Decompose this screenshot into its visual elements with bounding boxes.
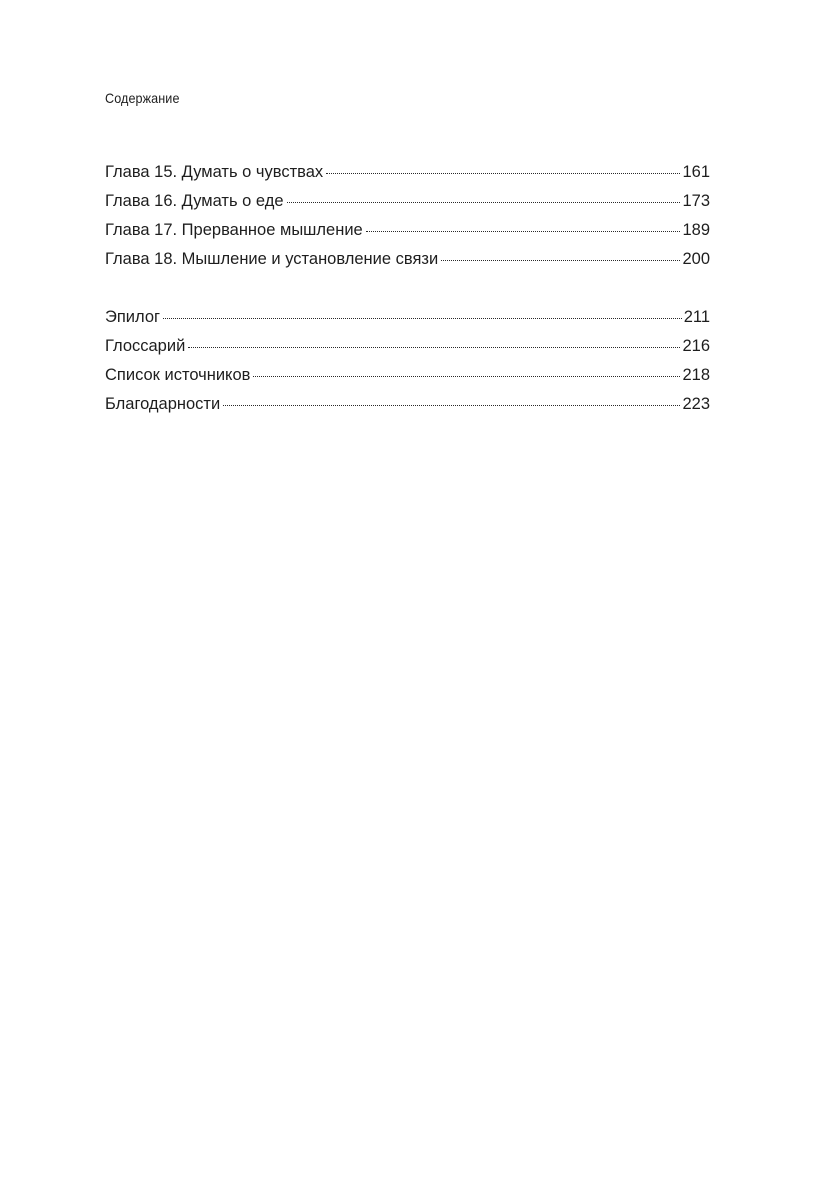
toc-page-number: 173 — [682, 192, 710, 210]
toc-entry-title: Глава 18. Мышление и установление связи — [105, 250, 439, 268]
toc-entry-title: Глоссарий — [105, 337, 186, 355]
toc-entry — [105, 161, 710, 190]
toc-entry — [105, 364, 710, 393]
toc-entry-title: Благодарности — [105, 395, 221, 413]
toc-page-number: 200 — [682, 250, 710, 268]
toc-entry-title: Список источников — [105, 366, 251, 384]
toc-entry-title: Глава 15. Думать о чувствах — [105, 163, 324, 181]
toc-page-number: 161 — [682, 163, 710, 181]
toc-entry-title: Глава 17. Прерванное мышление — [105, 221, 363, 239]
toc-dot-leader — [366, 230, 681, 232]
toc-page-number: 223 — [682, 395, 710, 413]
toc-page-number: 218 — [682, 366, 710, 384]
toc-dot-leader — [253, 375, 680, 377]
toc-entry — [105, 248, 710, 277]
toc-page-number: 216 — [682, 337, 710, 355]
toc-dot-leader — [163, 317, 682, 319]
toc-entry — [105, 393, 710, 422]
running-header: Содержание — [105, 90, 180, 106]
toc-dot-leader — [223, 404, 680, 406]
toc-dot-leader — [188, 346, 680, 348]
toc-page-number: 189 — [682, 221, 710, 239]
toc-entry — [105, 190, 710, 219]
toc-back-matter — [105, 306, 710, 422]
toc-entry — [105, 335, 710, 364]
toc-entry — [105, 306, 710, 335]
toc-entry-title: Глава 16. Думать о еде — [105, 192, 284, 210]
toc-entry-title: Эпилог — [105, 308, 161, 326]
toc-entry — [105, 219, 710, 248]
toc-dot-leader — [441, 259, 680, 261]
toc-chapters — [105, 161, 710, 277]
toc-dot-leader — [326, 172, 680, 174]
toc-dot-leader — [287, 201, 681, 203]
toc-page-number: 211 — [683, 308, 710, 326]
